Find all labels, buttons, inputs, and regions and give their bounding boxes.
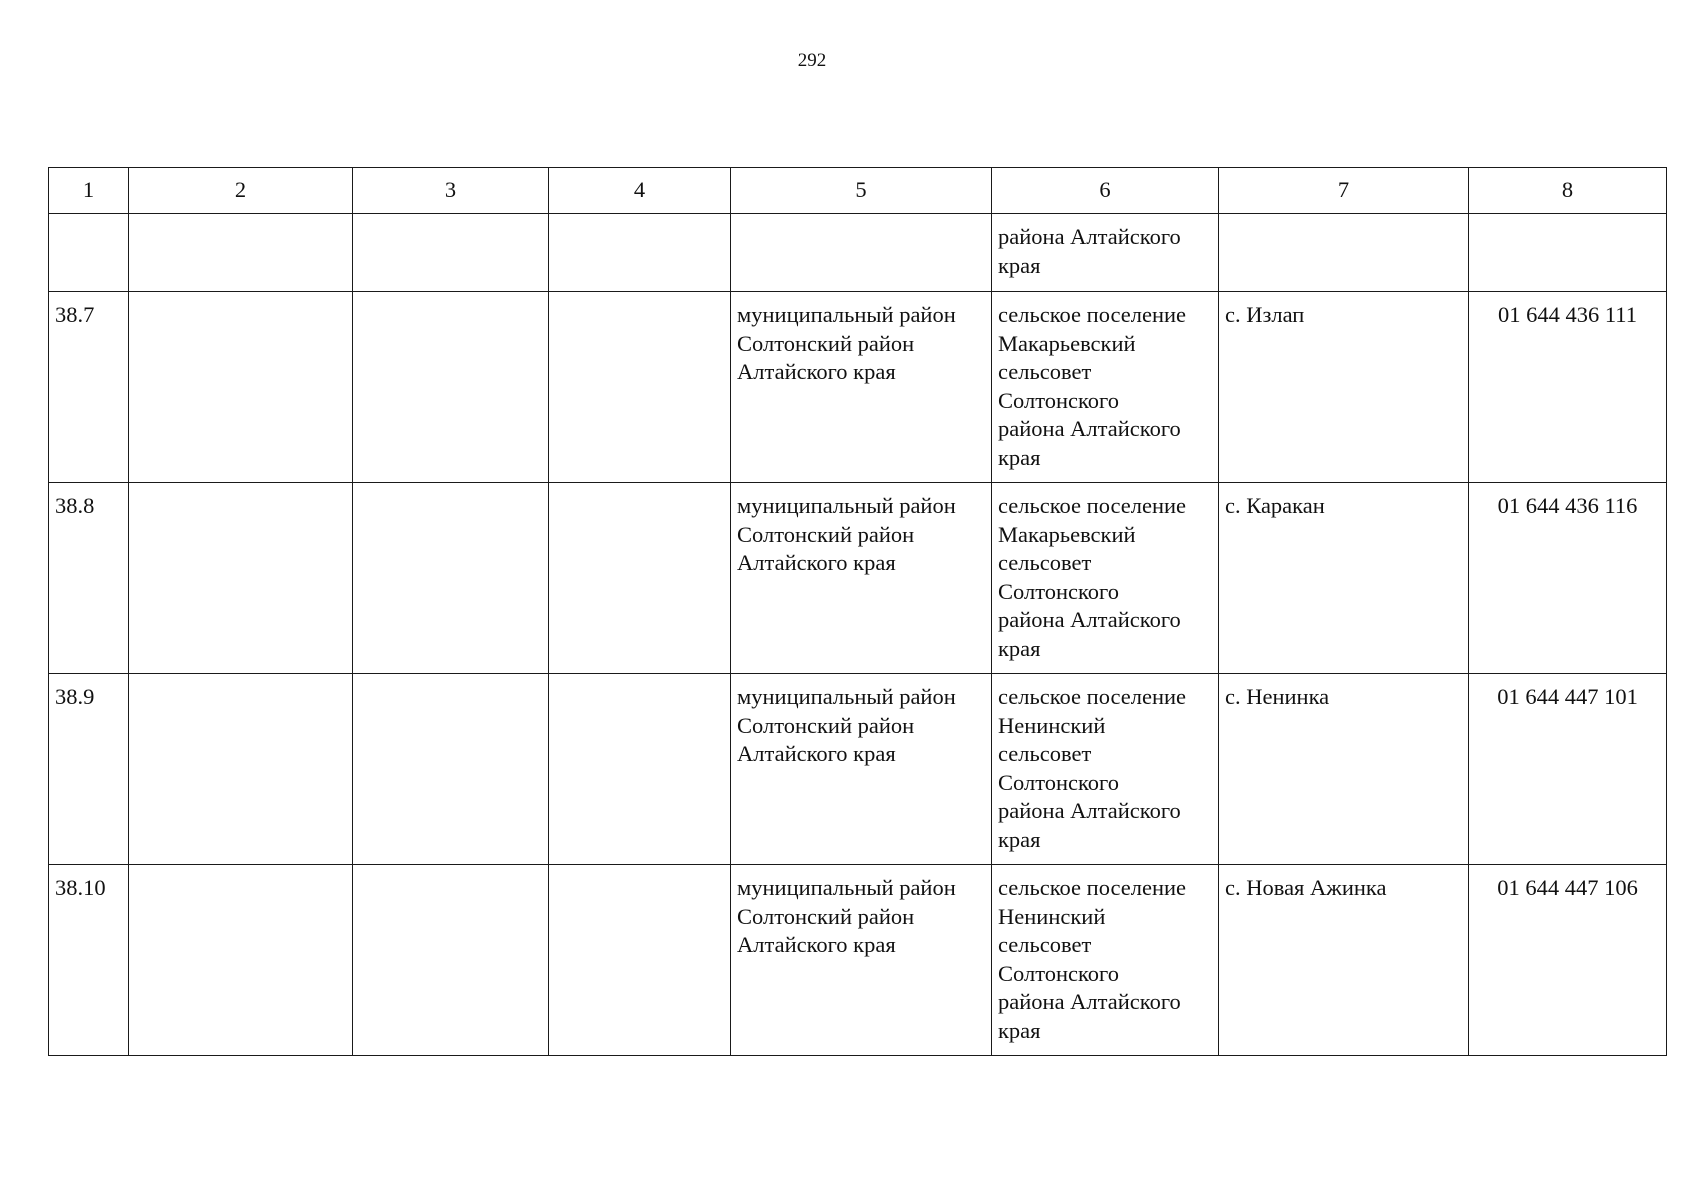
row-number: 38.8	[55, 493, 95, 518]
column-header: 5	[731, 168, 992, 214]
code-cell	[1469, 674, 1667, 865]
table-cell	[353, 483, 549, 674]
locality-cell	[1219, 865, 1469, 1056]
locality-text: с. Ненинка	[1225, 684, 1330, 709]
column-header: 2	[129, 168, 353, 214]
settlement-text: сельское поселение Ненинский сельсовет Солтонского района Алтайского края	[998, 684, 1187, 852]
table-cell	[731, 214, 992, 292]
table-cell	[549, 214, 731, 292]
settlement-cell	[992, 483, 1219, 674]
table-cell	[353, 674, 549, 865]
row-number-cell	[49, 483, 129, 674]
municipal-district-cell	[731, 483, 992, 674]
settlement-text: сельское поселение Ненинский сельсовет Солтонского района Алтайского края	[998, 875, 1187, 1043]
municipal-district-cell	[731, 674, 992, 865]
column-header: 6	[992, 168, 1219, 214]
row-number: 38.9	[55, 684, 95, 709]
table-cell	[129, 674, 353, 865]
locality-cell	[1219, 674, 1469, 865]
locality-text: с. Каракан	[1225, 493, 1325, 518]
row-number: 38.10	[55, 875, 106, 900]
table-cell	[549, 865, 731, 1056]
table-row	[49, 865, 1667, 1056]
page-number: 292	[797, 50, 827, 71]
table-header-row	[49, 168, 1667, 214]
code-cell	[1469, 292, 1667, 483]
table-row	[49, 214, 1667, 292]
row-number-cell	[49, 865, 129, 1056]
table-cell	[353, 214, 549, 292]
column-header: 3	[353, 168, 549, 214]
table-cell	[549, 674, 731, 865]
table-cell	[353, 292, 549, 483]
table-cell	[129, 214, 353, 292]
table-cell	[549, 292, 731, 483]
table-cell	[992, 214, 1219, 292]
settlement-cell	[992, 292, 1219, 483]
municipal-district-text: муниципальный район Солтонский район Алтайского края	[737, 493, 956, 575]
column-header: 1	[49, 168, 129, 214]
row-number-cell	[49, 292, 129, 483]
code-cell	[1469, 483, 1667, 674]
municipal-district-text: муниципальный район Солтонский район Алтайского края	[737, 302, 956, 384]
municipal-district-cell	[731, 292, 992, 483]
table-cell	[129, 483, 353, 674]
settlement-text: сельское поселение Макарьевский сельсовет Солтонского района Алтайского края	[998, 302, 1187, 470]
code-text: 01 644 447 106	[1497, 875, 1638, 900]
cell-text: района Алтайского края	[998, 224, 1181, 278]
column-header: 4	[549, 168, 731, 214]
municipal-district-cell	[731, 865, 992, 1056]
table-cell	[1219, 214, 1469, 292]
code-text: 01 644 436 111	[1498, 302, 1637, 327]
table-cell	[129, 865, 353, 1056]
table-cell	[549, 483, 731, 674]
row-number-cell	[49, 674, 129, 865]
table-row	[49, 292, 1667, 483]
locality-cell	[1219, 292, 1469, 483]
municipal-district-text: муниципальный район Солтонский район Алтайского края	[737, 875, 956, 957]
row-number: 38.7	[55, 302, 95, 327]
locality-text: с. Новая Ажинка	[1225, 875, 1387, 900]
settlement-text: сельское поселение Макарьевский сельсовет Солтонского района Алтайского края	[998, 493, 1187, 661]
registry-table	[48, 167, 1667, 1056]
table-row	[49, 483, 1667, 674]
code-text: 01 644 447 101	[1497, 684, 1638, 709]
settlement-cell	[992, 674, 1219, 865]
locality-cell	[1219, 483, 1469, 674]
locality-text: с. Излап	[1225, 302, 1305, 327]
table-cell	[129, 292, 353, 483]
municipal-district-text: муниципальный район Солтонский район Алтайского края	[737, 684, 956, 766]
table-cell	[1469, 214, 1667, 292]
column-header: 7	[1219, 168, 1469, 214]
code-text: 01 644 436 116	[1497, 493, 1638, 518]
table-cell	[353, 865, 549, 1056]
table-cell	[49, 214, 129, 292]
settlement-cell	[992, 865, 1219, 1056]
table-row	[49, 674, 1667, 865]
column-header: 8	[1469, 168, 1667, 214]
code-cell	[1469, 865, 1667, 1056]
